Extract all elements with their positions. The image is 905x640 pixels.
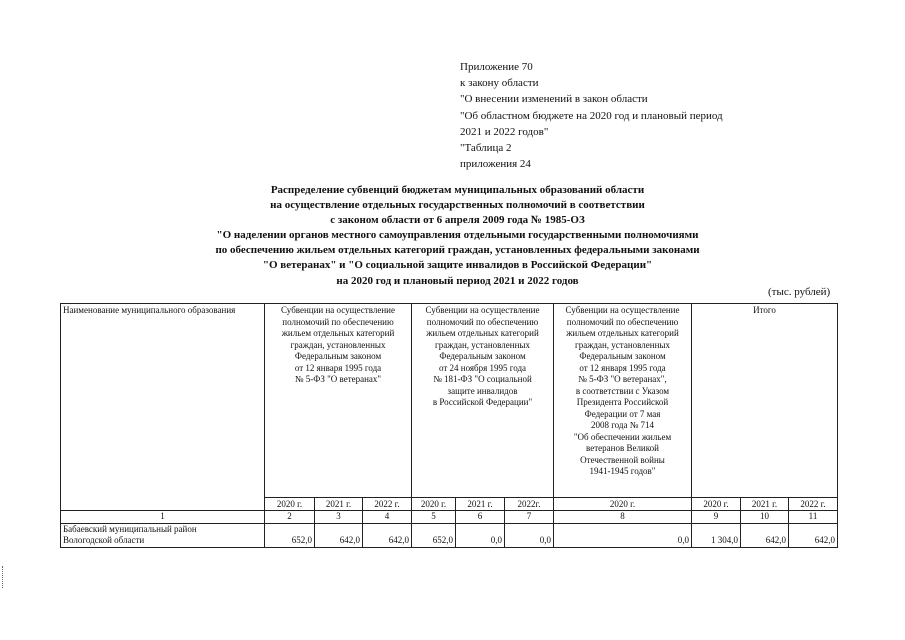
table-row [61, 523, 838, 547]
column-number: 8 [554, 511, 692, 524]
title-line: по обеспечению жильем отдельных категорий граждан, установленных федеральными законами [215, 244, 700, 257]
year-header: 2020 г. [554, 498, 692, 511]
title-line: на 2020 год и плановый период 2021 и 2022 годов [336, 274, 579, 287]
appendix-line: 2021 и 2022 годов" [460, 125, 549, 138]
value-cell: 642,0 [789, 523, 838, 547]
title-line: с законом области от 6 апреля 2009 года № 1985-ОЗ [330, 214, 585, 227]
year-header: 2022г. [505, 498, 554, 511]
column-number: 1 [61, 511, 265, 524]
value-cell: 642,0 [315, 523, 363, 547]
value-cell: 1 304,0 [692, 523, 741, 547]
column-number: 9 [692, 511, 741, 524]
value-cell: 642,0 [363, 523, 412, 547]
value-cell: 652,0 [265, 523, 315, 547]
document-title [150, 183, 765, 289]
value-cell: 0,0 [505, 523, 554, 547]
column-number: 3 [315, 511, 363, 524]
column-group-total: Итого [692, 304, 838, 498]
appendix-header [460, 59, 723, 172]
column-number: 2 [265, 511, 315, 524]
title-line: "О наделении органов местного самоуправления отдельными государственными полномочиями [216, 229, 699, 242]
year-header: 2020 г. [412, 498, 456, 511]
column-number-row [61, 511, 838, 524]
scan-margin-mark [2, 566, 6, 588]
appendix-line: к закону области [460, 77, 539, 90]
appendix-line: "Об областном бюджете на 2020 год и плановый период [460, 109, 723, 122]
year-header: 2022 г. [363, 498, 412, 511]
title-line: на осуществление отдельных государственных полномочий в соответствии [270, 199, 645, 212]
column-number: 5 [412, 511, 456, 524]
column-group-ww2-veterans: Субвенции на осуществление полномочий по обеспечению жильем отдельных категорий граждан, установленных Федеральным законом от 12 января 1995 года № 5-ФЗ "О ветеранах", в соответствии с Указом Президента Российской Федерации от 7 мая 2008 года № 714 "Об обеспечении жильем ветеранов Великой Отечественной войны 1941-1945 годов" [554, 304, 692, 498]
year-header: 2020 г. [692, 498, 741, 511]
subsidy-table [60, 303, 838, 548]
year-header: 2021 г. [741, 498, 789, 511]
municipality-name: Бабаевский муниципальный район Вологодской области [61, 523, 265, 547]
value-cell: 0,0 [456, 523, 505, 547]
title-line: Распределение субвенций бюджетам муниципальных образований области [270, 184, 645, 196]
column-number: 7 [505, 511, 554, 524]
appendix-line: "Таблица 2 [460, 142, 512, 155]
appendix-line: "О внесении изменений в закон области [460, 93, 648, 106]
column-number: 4 [363, 511, 412, 524]
column-number: 6 [456, 511, 505, 524]
column-group-veterans: Субвенции на осуществление полномочий по обеспечению жильем отдельных категорий граждан, установленных Федеральным законом от 12 января 1995 года № 5-ФЗ "О ветеранах" [265, 304, 412, 498]
value-cell: 652,0 [412, 523, 456, 547]
appendix-line: Приложение 70 [460, 61, 533, 73]
column-header-name: Наименование муниципального образования [61, 304, 265, 511]
value-cell: 642,0 [741, 523, 789, 547]
year-header: 2021 г. [315, 498, 363, 511]
value-cell: 0,0 [554, 523, 692, 547]
year-header: 2021 г. [456, 498, 505, 511]
units-label: (тыс. рублей) [768, 286, 831, 298]
year-header: 2022 г. [789, 498, 838, 511]
appendix-line: приложения 24 [460, 158, 531, 171]
title-line: "О ветеранах" и "О социальной защите инвалидов в Российской Федерации" [262, 259, 653, 272]
column-number: 10 [741, 511, 789, 524]
column-group-disabled: Субвенции на осуществление полномочий по обеспечению жильем отдельных категорий граждан, установленных Федеральным законом от 24 ноября 1995 года № 181-ФЗ "О социальной защите инвалидов в Российской Федерации" [412, 304, 554, 498]
column-number: 11 [789, 511, 838, 524]
year-header: 2020 г. [265, 498, 315, 511]
